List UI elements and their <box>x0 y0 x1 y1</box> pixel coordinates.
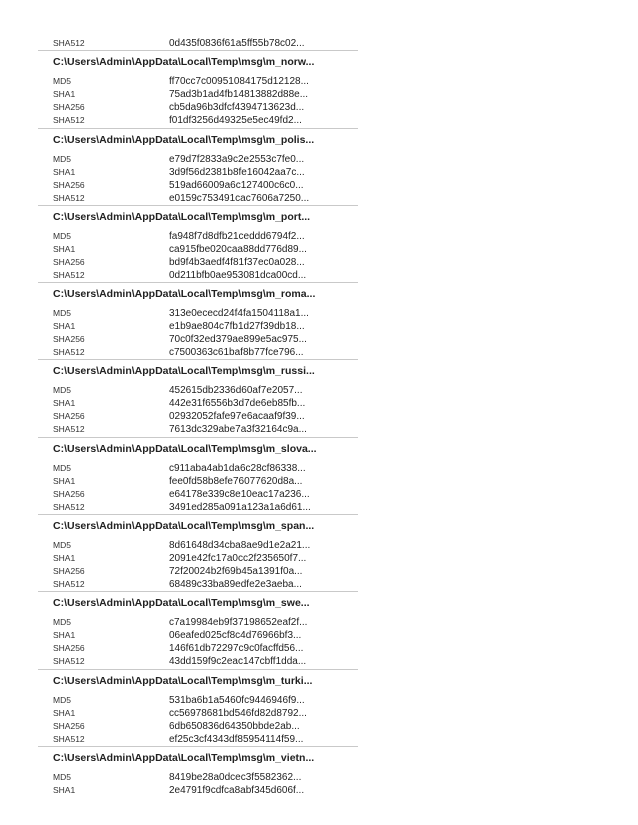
hash-algorithm-label: SHA512 <box>53 347 85 358</box>
file-hash-group <box>38 205 358 282</box>
hash-algorithm-label: SHA1 <box>53 630 76 641</box>
hash-rows <box>53 462 343 514</box>
file-hash-group <box>38 282 358 359</box>
hash-row <box>53 539 343 552</box>
hash-row <box>53 462 343 475</box>
hash-row <box>53 153 343 166</box>
hash-row <box>53 694 343 707</box>
hash-row <box>53 333 343 346</box>
hash-algorithm-label: SHA1 <box>53 243 76 254</box>
hash-value[interactable]: 06eafed025cf8c4d76966bf3... <box>169 630 302 642</box>
hash-value[interactable]: c7500363c61baf8b77fce796... <box>169 347 304 359</box>
hash-row <box>53 488 343 501</box>
hash-row <box>53 320 343 333</box>
hash-algorithm-label: SHA512 <box>53 424 85 435</box>
hash-value[interactable]: 68489c33ba89edfe2e3aeba... <box>169 579 302 591</box>
hash-value[interactable]: c911aba4ab1da6c28cf86338... <box>169 462 306 474</box>
hash-row <box>53 423 343 436</box>
hash-value[interactable]: 442e31f6556b3d7de6eb85fb... <box>169 398 306 410</box>
hash-row <box>53 24 343 37</box>
hash-algorithm-label: SHA1 <box>53 553 76 564</box>
file-path[interactable]: C:\Users\Admin\AppData\Local\Temp\msg\m_turki... <box>53 674 313 687</box>
hash-value[interactable]: 531ba6b1a5460fc9446946f9... <box>169 694 305 706</box>
hash-row <box>53 629 343 642</box>
hash-value[interactable]: ff70cc7c00951084175d12128... <box>169 76 309 88</box>
hash-row <box>53 655 343 668</box>
file-hash-group <box>38 437 358 514</box>
hash-value[interactable]: e79d7f2833a9c2e2553c7fe0... <box>169 153 305 165</box>
hash-value[interactable]: 7613dc329abe7a3f32164c9a... <box>169 424 307 436</box>
hash-algorithm-label: MD5 <box>53 153 71 164</box>
hash-algorithm-label: SHA512 <box>53 269 85 280</box>
hash-algorithm-label: SHA512 <box>53 38 85 48</box>
hash-row <box>53 307 343 320</box>
hash-value[interactable]: 8419be28a0dcec3f5582362... <box>169 771 302 783</box>
hash-algorithm-label: SHA512 <box>53 115 85 126</box>
hash-row <box>53 552 343 565</box>
hash-row <box>53 192 343 205</box>
hash-algorithm-label: MD5 <box>53 76 71 87</box>
hash-algorithm-label: SHA256 <box>53 411 85 422</box>
hash-row <box>53 166 343 179</box>
hash-row <box>53 37 343 50</box>
hash-algorithm-label: MD5 <box>53 308 71 319</box>
hash-row <box>53 0 343 11</box>
hash-rows <box>53 384 343 436</box>
hash-algorithm-label: SHA256 <box>53 643 85 654</box>
hash-rows <box>53 616 343 668</box>
hash-row <box>53 243 343 256</box>
hash-row <box>53 475 343 488</box>
hash-algorithm-label: SHA1 <box>53 321 76 332</box>
hash-value[interactable]: cb5da96b3dfcf4394713623d... <box>169 102 305 114</box>
hash-algorithm-label: MD5 <box>53 230 71 241</box>
file-path[interactable]: C:\Users\Admin\AppData\Local\Temp\msg\m_port... <box>53 210 311 223</box>
hash-row <box>53 810 343 823</box>
hash-row <box>53 797 343 810</box>
hash-list-viewport[interactable] <box>38 30 358 796</box>
hash-rows <box>53 153 343 205</box>
hash-algorithm-label: SHA1 <box>53 784 76 795</box>
hash-row <box>53 501 343 514</box>
file-hash-group <box>38 591 358 668</box>
file-hash-group <box>38 746 358 823</box>
file-path[interactable]: C:\Users\Admin\AppData\Local\Temp\msg\m_polis... <box>53 133 315 146</box>
hash-rows <box>53 771 343 823</box>
hash-row <box>53 616 343 629</box>
hash-value[interactable]: 146f61db72297c9c0facffd56... <box>169 643 304 655</box>
hash-value[interactable]: 313e0ececd24f4fa1504118a1... <box>169 308 309 320</box>
hash-value[interactable]: 2091e42fc17a0cc2f235650f7... <box>169 553 307 565</box>
file-hash-group <box>38 359 358 436</box>
hash-value[interactable]: 0d211bfb0ae953081dca00cd... <box>169 269 307 281</box>
hash-value[interactable]: fee0fd58b8efe76077620d8a... <box>169 475 303 487</box>
hash-row <box>53 230 343 243</box>
hash-algorithm-label: SHA1 <box>53 707 76 718</box>
file-hash-group <box>38 50 358 127</box>
hash-row <box>53 179 343 192</box>
hash-value[interactable]: 72f20024b2f69b45a1391f0a... <box>169 566 303 578</box>
hash-algorithm-label: SHA256 <box>53 488 85 499</box>
hash-algorithm-label: MD5 <box>53 694 71 705</box>
hash-value[interactable]: 519ad66009a6c127400c6c0... <box>169 179 304 191</box>
hash-row <box>53 346 343 359</box>
hash-rows <box>53 75 343 127</box>
hash-value[interactable]: f01df3256d49325e5ec49fd2... <box>169 115 302 127</box>
hash-algorithm-label: SHA256 <box>53 334 85 345</box>
hash-row <box>53 733 343 746</box>
hash-value[interactable]: ef25c3cf4343df85954114f59... <box>169 733 304 745</box>
hash-value[interactable]: 43dd159f9c2eac147cbff1dda... <box>169 656 307 668</box>
hash-algorithm-label: SHA512 <box>53 656 85 667</box>
file-path[interactable]: C:\Users\Admin\AppData\Local\Temp\msg\m_russi... <box>53 365 315 378</box>
hash-rows <box>53 307 343 359</box>
hash-algorithm-label: SHA512 <box>53 501 85 512</box>
hash-row <box>53 269 343 282</box>
hash-algorithm-label: SHA512 <box>53 733 85 744</box>
file-hash-group <box>38 669 358 746</box>
file-hash-group <box>38 0 358 50</box>
hash-value[interactable]: fa948f7d8dfb21ceddd6794f2... <box>169 230 305 242</box>
file-path[interactable]: C:\Users\Admin\AppData\Local\Temp\msg\m_swe... <box>53 597 310 610</box>
hash-row <box>53 578 343 591</box>
hash-value[interactable]: bd9f4b3aedf4f81f37ec0a028... <box>169 256 305 268</box>
hash-algorithm-label: MD5 <box>53 617 71 628</box>
hash-algorithm-label: SHA1 <box>53 166 76 177</box>
file-hash-group <box>38 128 358 205</box>
hash-algorithm-label: SHA256 <box>53 566 85 577</box>
hash-algorithm-label: MD5 <box>53 771 71 782</box>
hash-value[interactable]: ca915fbe020caa88dd776d89... <box>169 243 307 255</box>
hash-rows <box>53 230 343 282</box>
file-path[interactable]: C:\Users\Admin\AppData\Local\Temp\msg\m_slova... <box>53 442 317 455</box>
file-path[interactable]: C:\Users\Admin\AppData\Local\Temp\msg\m_norw... <box>53 56 315 69</box>
hash-value[interactable]: 8d61648d34cba8ae9d1e2a21... <box>169 540 311 552</box>
hash-algorithm-label: SHA512 <box>53 579 85 590</box>
hash-row <box>53 771 343 784</box>
hash-algorithm-label: SHA1 <box>53 89 76 100</box>
hash-value[interactable]: 70c0f32ed379ae899e5ac975... <box>169 334 307 346</box>
hash-algorithm-label: MD5 <box>53 385 71 396</box>
file-hash-group <box>38 514 358 591</box>
hash-row <box>53 720 343 733</box>
hash-algorithm-label: SHA256 <box>53 179 85 190</box>
hash-algorithm-label: SHA512 <box>53 192 85 203</box>
hash-algorithm-label: MD5 <box>53 462 71 473</box>
hash-row <box>53 101 343 114</box>
hash-value[interactable]: 3491ed285a091a123a1a6d61... <box>169 501 311 513</box>
hash-value[interactable]: 02932052fafe97e6acaaf9f39... <box>169 411 305 423</box>
hash-value[interactable]: cc56978681bd546fd82d8792... <box>169 707 307 719</box>
hash-row <box>53 642 343 655</box>
file-path[interactable]: C:\Users\Admin\AppData\Local\Temp\msg\m_span... <box>53 520 315 533</box>
hash-algorithm-label: SHA1 <box>53 475 76 486</box>
hash-row <box>53 784 343 797</box>
hash-algorithm-label: MD5 <box>53 540 71 551</box>
hash-row <box>53 565 343 578</box>
hash-value[interactable]: e1b9ae804c7fb1d27f39db18... <box>169 321 305 333</box>
hash-value[interactable]: 0d435f0836f61a5ff55b78c02... <box>169 38 305 49</box>
hash-value[interactable]: 3d9f56d2381b8fe16042aa7c... <box>169 166 305 178</box>
hash-row <box>53 88 343 101</box>
hash-value[interactable]: 452615db2336d60af7e2057... <box>169 385 303 397</box>
hash-row <box>53 410 343 423</box>
hash-algorithm-label: SHA256 <box>53 720 85 731</box>
file-path[interactable]: C:\Users\Admin\AppData\Local\Temp\msg\m_vietn... <box>53 751 315 764</box>
hash-value[interactable]: 6db650836d64350bbde2ab... <box>169 720 300 732</box>
hash-algorithm-label: SHA256 <box>53 256 85 267</box>
file-path[interactable]: C:\Users\Admin\AppData\Local\Temp\msg\m_roma... <box>53 288 316 301</box>
hash-rows <box>53 694 343 746</box>
hash-row <box>53 114 343 127</box>
hash-algorithm-label: SHA1 <box>53 398 76 409</box>
hash-value[interactable]: 75ad3b1ad4fb14813882d88e... <box>169 89 309 101</box>
hash-rows <box>53 539 343 591</box>
hash-rows <box>53 0 343 50</box>
hash-algorithm-label: SHA256 <box>53 102 85 113</box>
hash-value[interactable]: e0159c753491cac7606a7250... <box>169 192 310 204</box>
hash-row <box>53 397 343 410</box>
hash-row <box>53 11 343 24</box>
hash-row <box>53 707 343 720</box>
hash-row <box>53 256 343 269</box>
hash-value[interactable]: c7a19984eb9f37198652eaf2f... <box>169 617 308 629</box>
hash-value[interactable]: 2e4791f9cdfca8abf345d606f... <box>169 784 305 796</box>
hash-list <box>38 0 358 823</box>
hash-value[interactable]: e64178e339c8e10eac17a236... <box>169 488 310 500</box>
hash-row <box>53 75 343 88</box>
hash-row <box>53 384 343 397</box>
